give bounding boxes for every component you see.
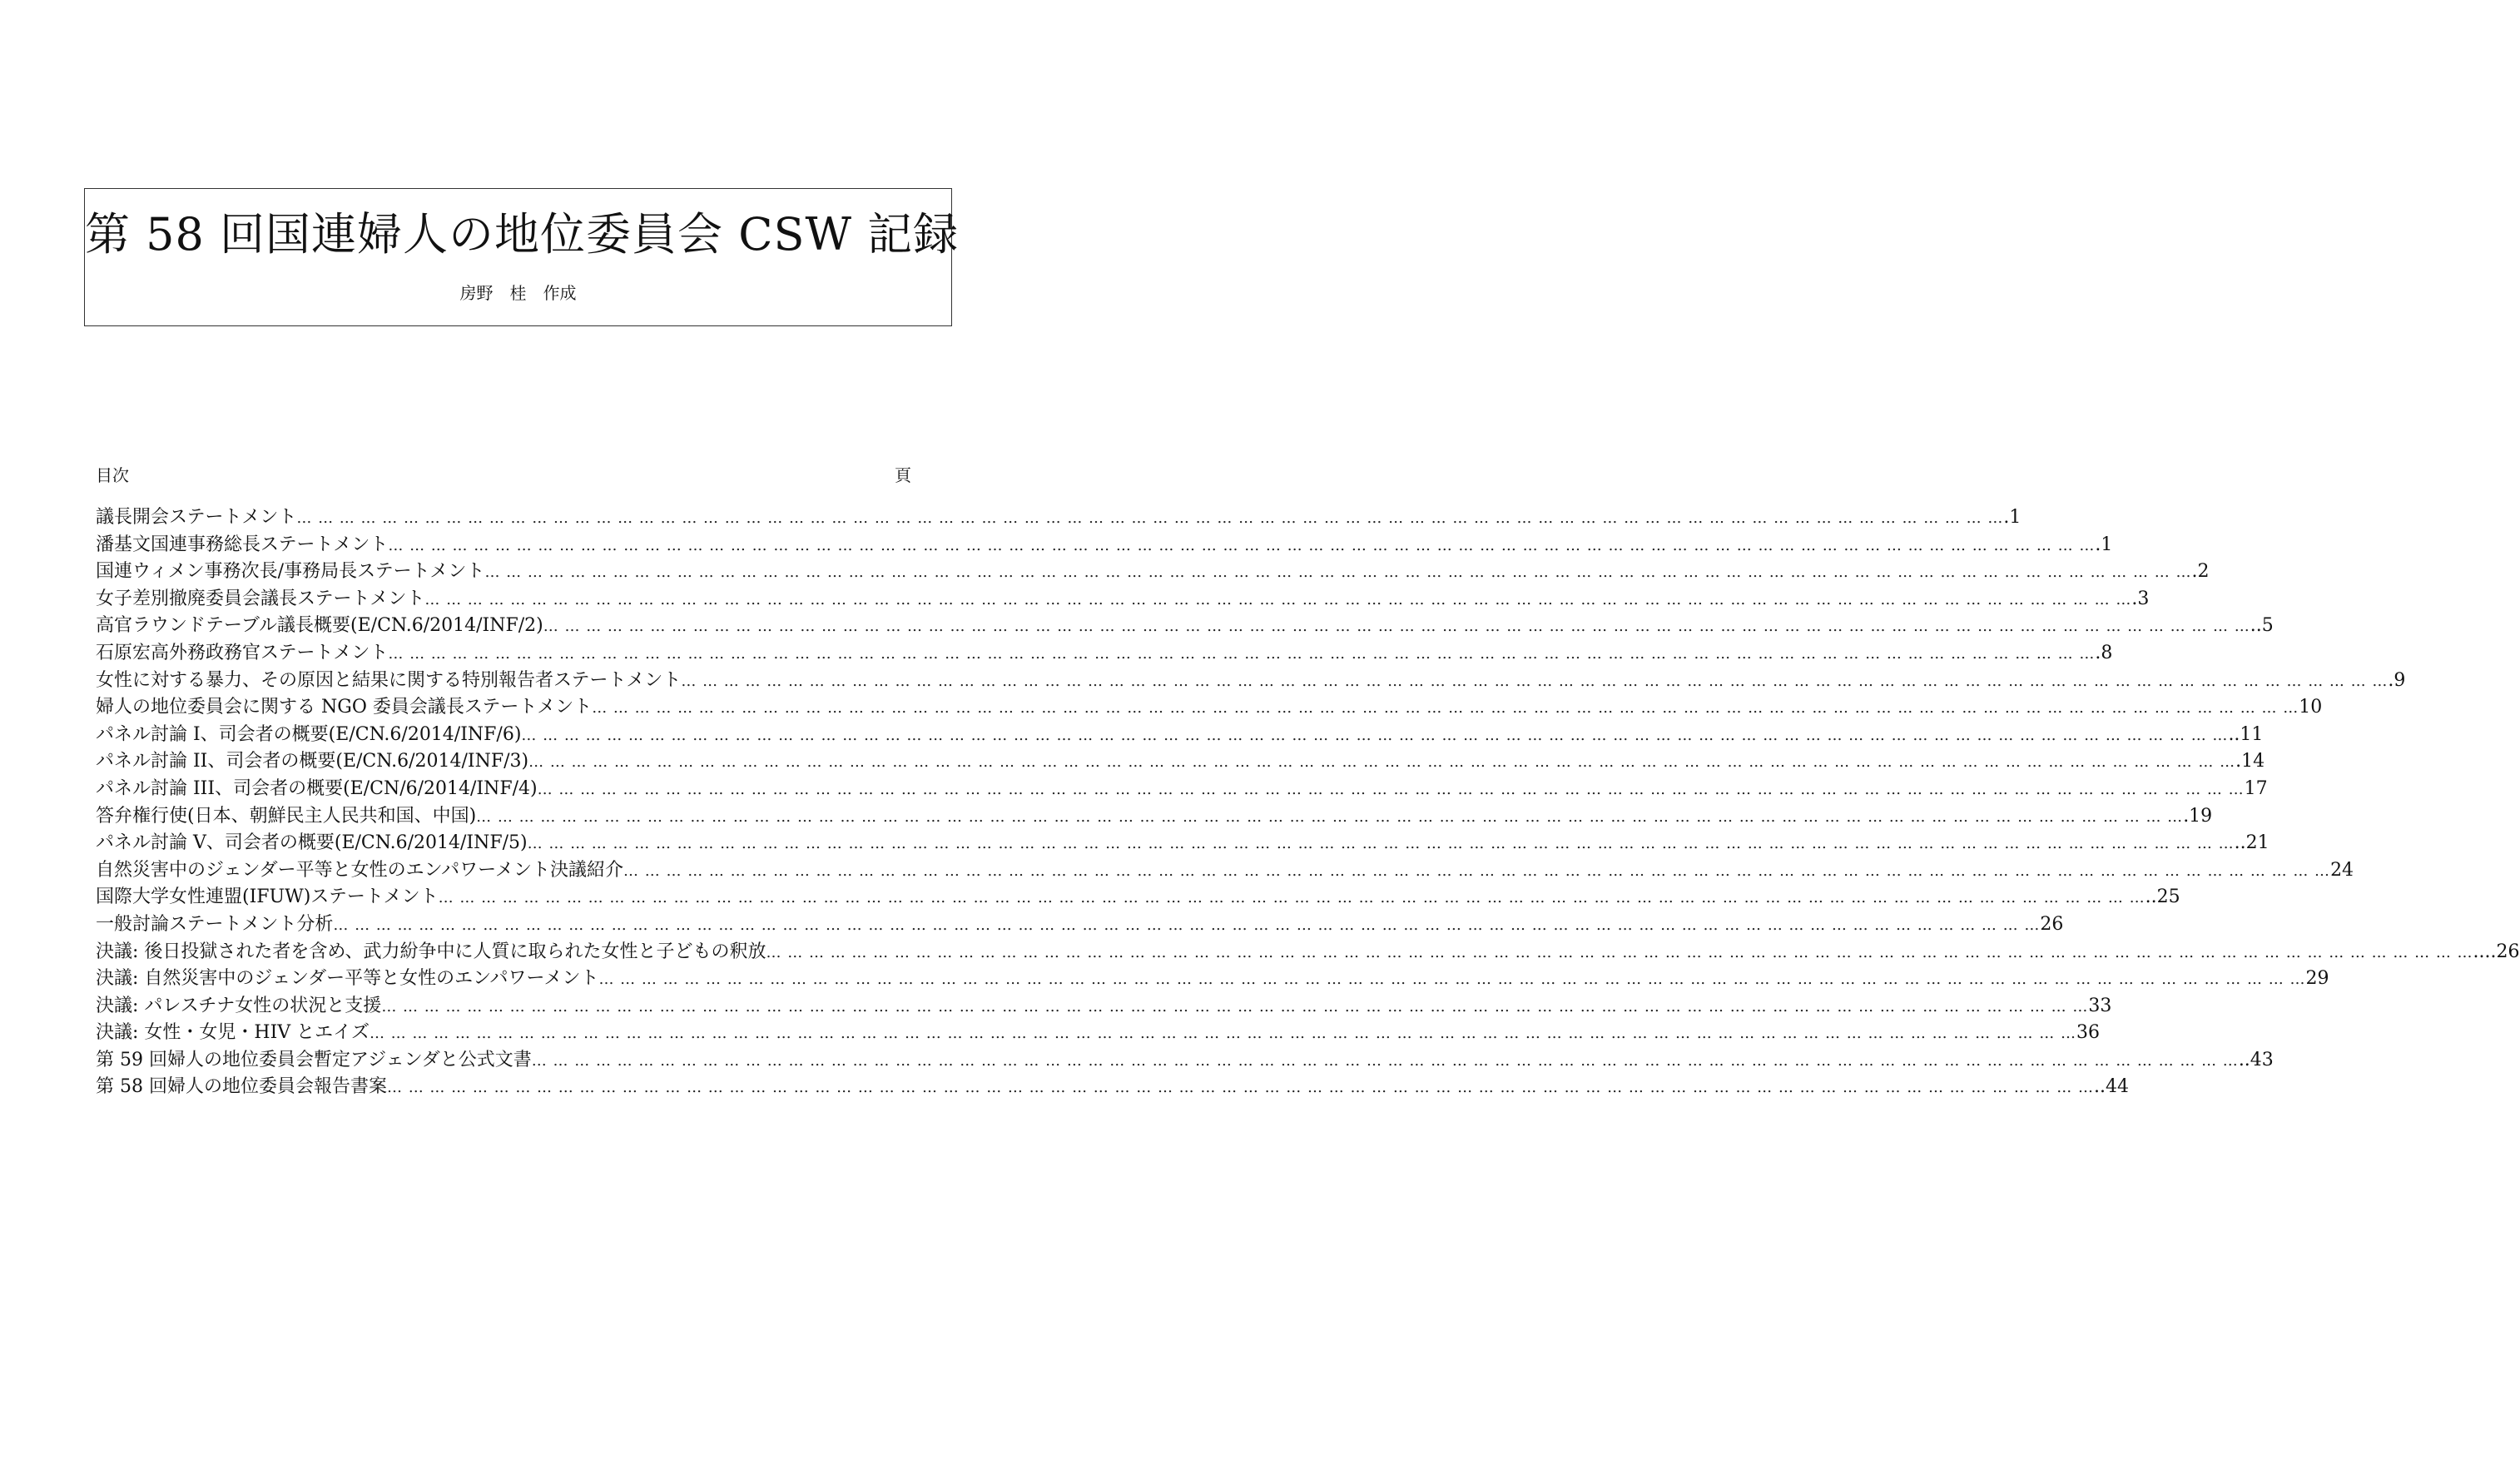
toc-entry-label: 潘基文国連事務総長ステートメント xyxy=(96,534,389,555)
toc-leader-dots: … … … … … … … … … … … … … … … … … … … … … … … … … … … … … … … … … … … … … … … … … … … … … … … … … … … … … … … … … … … … … … … … … … … … … … … … … … … … … … … … xyxy=(296,509,2004,527)
toc-entry-label: 女性に対する暴力、その原因と結果に関する特別報告者ステートメント xyxy=(96,669,682,691)
toc-entry xyxy=(96,911,2064,939)
toc-entry-label: パネル討論 V、司会者の概要(E/CN.6/2014/INF/5) xyxy=(96,832,528,854)
toc-entry-label: 決議: 後日投獄された者を含め、武力紛争中に人質に取られた女性と子どもの釈放 xyxy=(96,941,766,962)
toc-entry xyxy=(96,993,2112,1021)
toc-leader-dots: … … … … … … … … … … … … … … … … … … … … … … … … … … … … … … … … … … … … … … … … … … … … … … … … … … … … … … … … … … … … … … … … … … … … … … … … … … … … … … … … xyxy=(333,916,2041,934)
toc-entry-page: 36 xyxy=(2076,1022,2100,1044)
document-title: 第 58 回国連婦人の地位委員会 CSW 記録 xyxy=(85,208,960,261)
toc-entry-page: ..43 xyxy=(2238,1049,2274,1070)
toc-entry-label: 一般討論ステートメント分析 xyxy=(96,913,334,935)
toc-entry-label: 国際大学女性連盟(IFUW)ステートメント xyxy=(96,886,439,908)
toc-leader-dots: … … … … … … … … … … … … … … … … … … … … … … … … … … … … … … … … … … … … … … … … … … … … … … … … … … … … … … … … … … … … … … … … … … … … … … … … … … … … … … … … xyxy=(521,726,2229,744)
toc-leader-dots: … … … … … … … … … … … … … … … … … … … … … … … … … … … … … … … … … … … … … … … … … … … … … … … … … … … … … … … … … … … … … … … … … … … … … … … … … … … … … … … … xyxy=(528,753,2236,772)
toc-leader-dots: … … … … … … … … … … … … … … … … … … … … … … … … … … … … … … … … … … … … … … … … … … … … … … … … … … … … … … … … … … … … … … … … … … … … … … … … … … … … … … … … xyxy=(369,1025,2076,1043)
toc-entry-label: 高官ラウンドテーブル議長概要(E/CN.6/2014/INF/2) xyxy=(96,615,543,637)
toc-entry-page: .9 xyxy=(2388,669,2406,691)
toc-leader-dots: … … … … … … … … … … … … … … … … … … … … … … … … … … … … … … … … … … … … … … … … … … … … … … … … … … … … … … … … … … … … … … … … … … … … … … … … … … … … … … … … xyxy=(623,862,2331,880)
toc-entry-page: .8 xyxy=(2095,642,2113,663)
toc-entry-page: ..11 xyxy=(2228,723,2264,745)
toc-leader-dots: … … … … … … … … … … … … … … … … … … … … … … … … … … … … … … … … … … … … … … … … … … … … … … … … … … … … … … … … … … … … … … … … … … … … … … … … … … … … … … … … xyxy=(388,536,2096,554)
toc-entry xyxy=(96,803,2213,831)
toc-entry xyxy=(96,1020,2100,1047)
toc-leader-dots: … … … … … … … … … … … … … … … … … … … … … … … … … … … … … … … … … … … … … … … … … … … … … … … … … … … … … … … … … … … … … … … … … … … … … … … … … … … … … … … … xyxy=(766,943,2473,961)
toc-leader-dots: … … … … … … … … … … … … … … … … … … … … … … … … … … … … … … … … … … … … … … … … … … … … … … … … … … … … … … … … … … … … … … … … … … … … … … … … … … … … … … … … xyxy=(531,1051,2239,1070)
toc-leader-dots: … … … … … … … … … … … … … … … … … … … … … … … … … … … … … … … … … … … … … … … … … … … … … … … … … … … … … … … … … … … … … … … … … … … … … … … … … … … … … … … … xyxy=(598,971,2306,989)
toc-entry-page: ..44 xyxy=(2094,1076,2129,1098)
toc-entry xyxy=(96,966,2329,993)
toc-entry xyxy=(96,532,2113,559)
toc-entry xyxy=(96,640,2113,668)
toc-entry-page: .14 xyxy=(2235,751,2265,772)
toc-leader-dots: … … … … … … … … … … … … … … … … … … … … … … … … … … … … … … … … … … … … … … … … … … … … … … … … … … … … … … … … … … … … … … … … … … … … … … … … … … … … … … … … xyxy=(438,889,2145,907)
toc-page-heading: 頁 xyxy=(895,465,911,485)
toc-entry xyxy=(96,884,2180,911)
toc-entry-label: 第 58 回婦人の地位委員会報告書案 xyxy=(96,1076,387,1098)
toc-entry xyxy=(96,559,2210,586)
toc-entry-page: 10 xyxy=(2299,697,2323,718)
toc-entry-page: ....26 xyxy=(2473,941,2520,962)
toc-entry-label: 議長開会ステートメント xyxy=(96,507,297,528)
toc-leader-dots: … … … … … … … … … … … … … … … … … … … … … … … … … … … … … … … … … … … … … … … … … … … … … … … … … … … … … … … … … … … … … … … … … … … … … … … … … … … … … … … … xyxy=(537,780,2245,798)
toc-leader-dots: … … … … … … … … … … … … … … … … … … … … … … … … … … … … … … … … … … … … … … … … … … … … … … … … … … … … … … … … … … … … … … … … … … … … … … … … … … … … … … … … xyxy=(527,835,2235,853)
toc-leader-dots: … … … … … … … … … … … … … … … … … … … … … … … … … … … … … … … … … … … … … … … … … … … … … … … … … … … … … … … … … … … … … … … … … … … … … … … … … … … … … … … … xyxy=(388,644,2096,663)
toc-entry xyxy=(96,668,2406,695)
document-author: 房野 桂 作成 xyxy=(459,283,577,303)
toc-entry xyxy=(96,748,2265,776)
toc-leader-dots: … … … … … … … … … … … … … … … … … … … … … … … … … … … … … … … … … … … … … … … … … … … … … … … … … … … … … … … … … … … … … … … … … … … … … … … … … … … … … … … … xyxy=(424,590,2132,608)
toc-entry-page: 29 xyxy=(2305,968,2329,990)
toc-entry xyxy=(96,613,2274,640)
toc-leader-dots: … … … … … … … … … … … … … … … … … … … … … … … … … … … … … … … … … … … … … … … … … … … … … … … … … … … … … … … … … … … … … … … … … … … … … … … … … … … … … … … … xyxy=(476,807,2184,826)
toc-entry xyxy=(96,504,2021,532)
toc-entry-label: 婦人の地位委員会に関する NGO 委員会議長ステートメント xyxy=(96,697,593,718)
toc-leader-dots: … … … … … … … … … … … … … … … … … … … … … … … … … … … … … … … … … … … … … … … … … … … … … … … … … … … … … … … … … … … … … … … … … … … … … … … … … … … … … … … … xyxy=(681,672,2389,690)
toc-entry-label: 国連ウィメン事務次長/事務局長ステートメント xyxy=(96,561,485,583)
toc-entry-page: 33 xyxy=(2088,995,2112,1016)
toc-entry-label: 決議: 女性・女児・HIV とエイズ xyxy=(96,1022,370,1044)
toc-entry-label: パネル討論 III、司会者の概要(E/CN/6/2014/INF/4) xyxy=(96,777,538,799)
toc-entry-page: 17 xyxy=(2244,777,2268,799)
toc-entry-page: .19 xyxy=(2183,805,2213,827)
toc-leader-dots: … … … … … … … … … … … … … … … … … … … … … … … … … … … … … … … … … … … … … … … … … … … … … … … … … … … … … … … … … … … … … … … … … … … … … … … … … … … … … … … … xyxy=(386,1079,2094,1097)
toc-entry-page: .1 xyxy=(2003,507,2021,528)
toc-entry-page: 26 xyxy=(2040,913,2064,935)
toc-leader-dots: … … … … … … … … … … … … … … … … … … … … … … … … … … … … … … … … … … … … … … … … … … … … … … … … … … … … … … … … … … … … … … … … … … … … … … … … … … … … … … … … xyxy=(484,564,2192,582)
toc-entry-label: パネル討論 II、司会者の概要(E/CN.6/2014/INF/3) xyxy=(96,751,529,772)
toc-entry-page: .3 xyxy=(2131,588,2150,609)
toc-entry-label: 第 59 回婦人の地位委員会暫定アジェンダと公式文書 xyxy=(96,1049,532,1070)
toc-heading: 目次 xyxy=(96,465,129,485)
toc-entry-label: 決議: パレスチナ女性の状況と支援 xyxy=(96,995,382,1016)
toc-entry-page: ..5 xyxy=(2250,615,2274,637)
toc-entry-label: 自然災害中のジェンダー平等と女性のエンパワーメント決議紹介 xyxy=(96,859,624,881)
toc-header xyxy=(96,463,911,488)
toc-entry-label: 決議: 自然災害中のジェンダー平等と女性のエンパワーメント xyxy=(96,968,599,990)
toc-leader-dots: … … … … … … … … … … … … … … … … … … … … … … … … … … … … … … … … … … … … … … … … … … … … … … … … … … … … … … … … … … … … … … … … … … … … … … … … … … … … … … … … xyxy=(381,997,2089,1016)
toc-entry-label: 答弁権行使(日本、朝鮮民主人民共和国、中国) xyxy=(96,805,477,827)
toc-entry xyxy=(96,1074,2129,1101)
toc-entry xyxy=(96,939,2520,966)
toc-entry xyxy=(96,694,2323,722)
table-of-contents xyxy=(96,504,2520,1101)
toc-entry-label: 女子差別撤廃委員会議長ステートメント xyxy=(96,588,425,609)
toc-entry-page: .1 xyxy=(2095,534,2113,555)
toc-entry xyxy=(96,776,2268,803)
toc-entry xyxy=(96,1047,2274,1075)
toc-entry-page: ..21 xyxy=(2234,832,2269,854)
toc-entry-page: .2 xyxy=(2191,561,2210,583)
toc-entry-label: 石原宏高外務政務官ステートメント xyxy=(96,642,389,663)
toc-leader-dots: … … … … … … … … … … … … … … … … … … … … … … … … … … … … … … … … … … … … … … … … … … … … … … … … … … … … … … … … … … … … … … … … … … … … … … … … … … … … … … … … xyxy=(543,618,2250,636)
toc-entry xyxy=(96,857,2354,885)
toc-leader-dots: … … … … … … … … … … … … … … … … … … … … … … … … … … … … … … … … … … … … … … … … … … … … … … … … … … … … … … … … … … … … … … … … … … … … … … … … … … … … … … … … xyxy=(592,699,2299,718)
toc-entry-label: パネル討論 I、司会者の概要(E/CN.6/2014/INF/6) xyxy=(96,723,522,745)
toc-entry xyxy=(96,586,2150,613)
toc-entry xyxy=(96,830,2269,857)
toc-entry-page: ..25 xyxy=(2145,886,2180,908)
toc-entry-page: 24 xyxy=(2330,859,2354,881)
toc-entry xyxy=(96,722,2264,749)
title-box xyxy=(84,188,960,326)
